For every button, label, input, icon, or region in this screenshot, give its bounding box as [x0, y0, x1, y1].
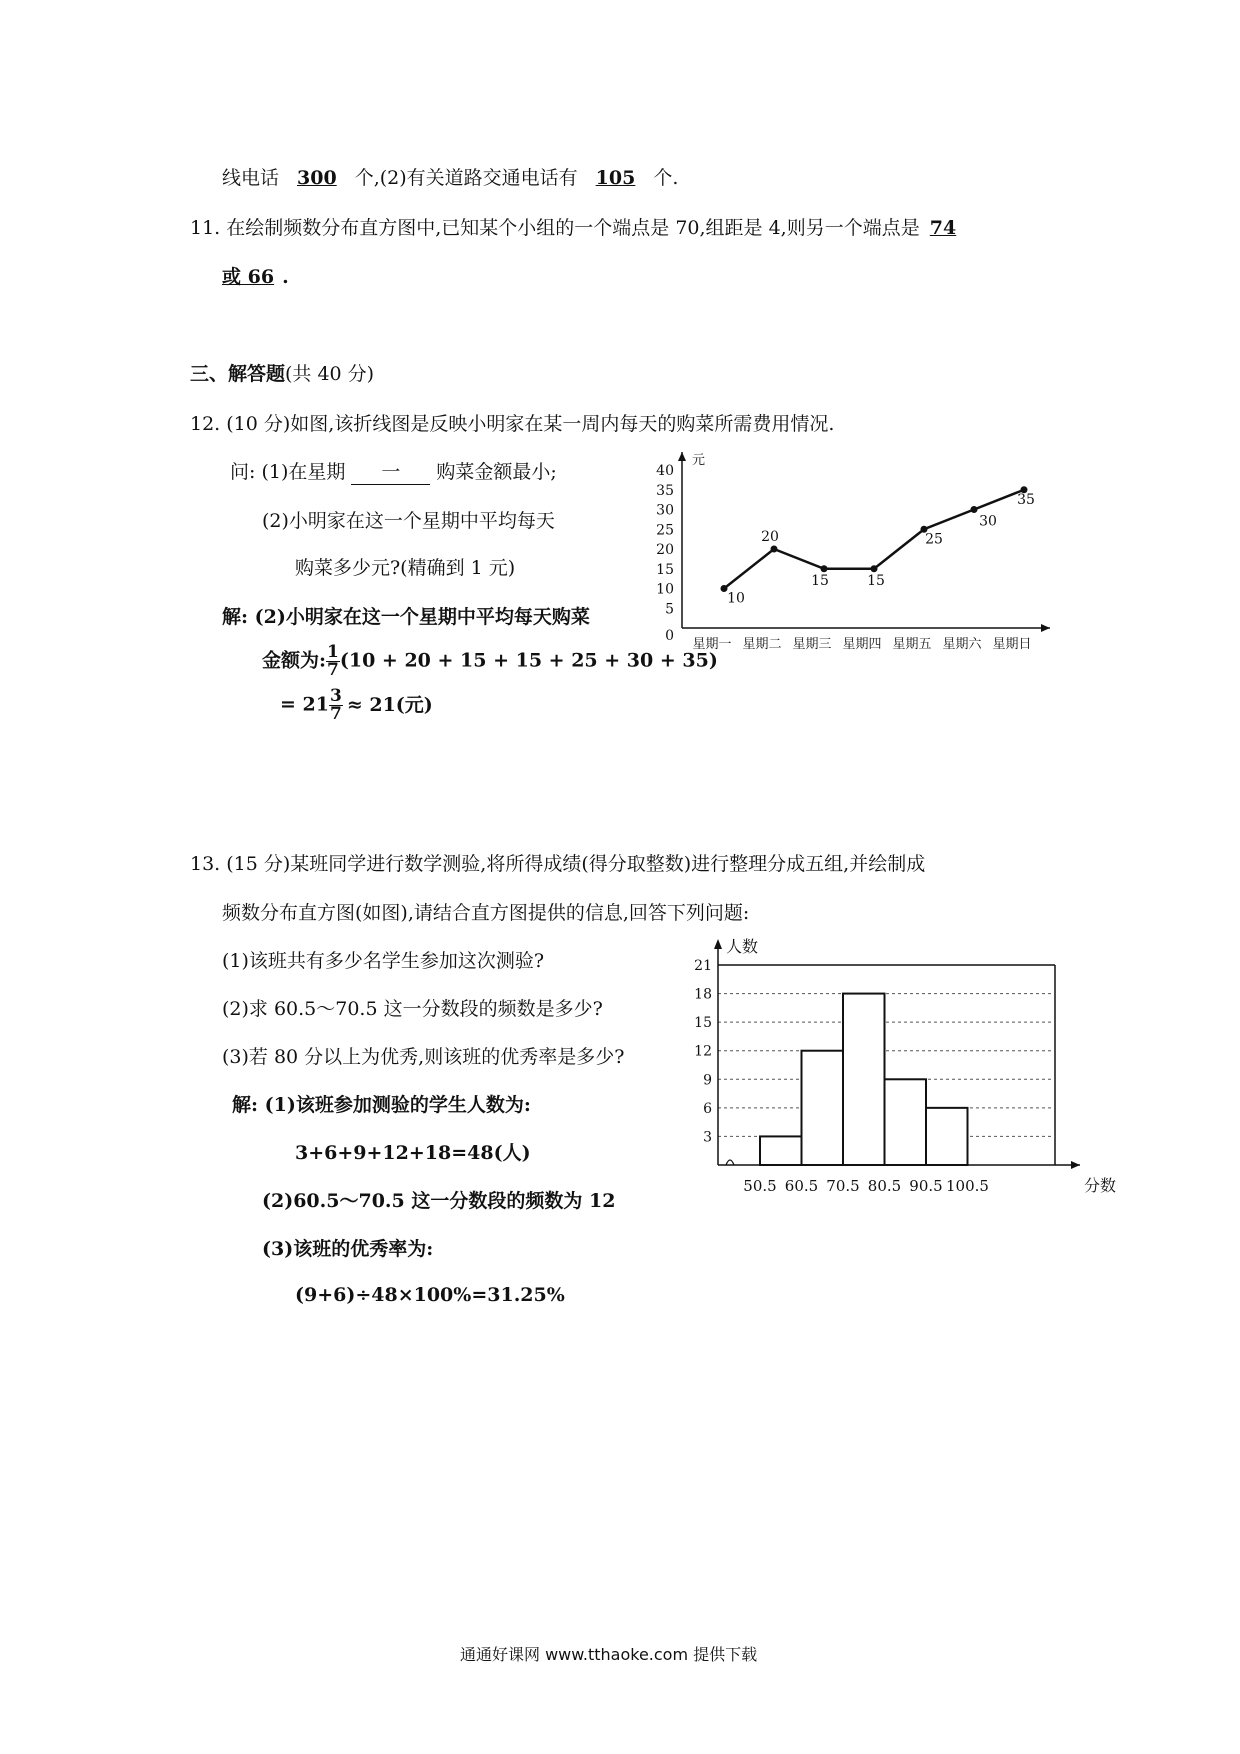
answer-300: 300 [297, 167, 337, 189]
data-point [871, 565, 878, 572]
y-tick-label: 9 [703, 1072, 712, 1089]
y-tick-label: 3 [703, 1129, 712, 1146]
q12-sol2-pre: 金额为: [262, 649, 327, 672]
y-axis-arrow [678, 452, 686, 461]
q12-sol3-post: ≈ 21(元) [346, 693, 433, 716]
q13-solution-5: (9+6)÷48×100%=31.25% [295, 1284, 565, 1306]
x-tick-label: 星期一 [692, 637, 732, 652]
data-label: 15 [867, 572, 885, 589]
q11-end: . [282, 266, 289, 288]
line-top-pre: 线电话 [222, 167, 280, 189]
q13-ask-3: (3)若 80 分以上为优秀,则该班的优秀率是多少? [222, 1046, 625, 1068]
histogram-bar [760, 1136, 802, 1165]
question-13-line-1: 13. (15 分)某班同学进行数学测验,将所得成绩(得分取整数)进行整理分成五组,并绘制成 [190, 853, 926, 875]
x-tick-label: 90.5 [909, 1177, 943, 1195]
histogram-bar [802, 1051, 844, 1165]
y-tick-label: 12 [694, 1043, 712, 1060]
x-axis-arrow [1071, 1161, 1080, 1169]
data-label: 15 [811, 572, 829, 589]
y-tick-label: 5 [665, 601, 674, 618]
q12-ask-1 [230, 457, 557, 485]
q13-solution-1: 解: (1)该班参加测验的学生人数为: [232, 1094, 531, 1116]
line-top [222, 163, 678, 190]
mixed-numerator: 3 [329, 686, 342, 706]
data-label: 30 [979, 513, 997, 530]
mixed-denominator: 7 [329, 704, 342, 724]
q12-ask-2a: (2)小明家在这一个星期中平均每天 [262, 510, 555, 532]
q12-ask1-pre: 问: (1)在星期 [230, 461, 346, 483]
q12-solution-1: 解: (2)小明家在这一个星期中平均每天购菜 [222, 606, 590, 628]
y-tick-label: 15 [656, 561, 674, 578]
q11-text: 11. 在绘制频数分布直方图中,已知某个小组的一个端点是 70,组距是 4,则另一个端点是 [190, 217, 920, 239]
q12-sol3-pre: = 21 [280, 693, 329, 716]
line-top-mid: 个,(2)有关道路交通电话有 [354, 167, 578, 189]
y-tick-label: 40 [656, 463, 674, 479]
q13-solution-4: (3)该班的优秀率为: [262, 1238, 434, 1260]
q12-ask1-post: 购菜金额最小; [436, 461, 557, 483]
section-3-sub: (共 40 分) [285, 363, 375, 385]
question-13-line-2: 频数分布直方图(如图),请结合直方图提供的信息,回答下列问题: [222, 902, 750, 924]
line-chart [640, 440, 1060, 670]
fraction-numerator: 1 [327, 642, 339, 662]
line-top-post: 个. [653, 167, 679, 189]
data-point [971, 506, 978, 513]
histogram-bar [843, 994, 885, 1165]
histogram-bar [926, 1108, 968, 1165]
y-tick-label: 10 [656, 581, 674, 598]
question-12: 12. (10 分)如图,该折线图是反映小明家在某一周内每天的购菜所需费用情况. [190, 413, 835, 435]
section-3-title: 三、解答题 [190, 363, 286, 385]
y-tick-label: 20 [656, 542, 674, 558]
y-tick-label: 21 [694, 958, 712, 974]
y-axis-arrow [714, 939, 722, 949]
y-axis-label: 元 [692, 453, 706, 468]
x-tick-label: 星期日 [992, 637, 1032, 652]
data-point [821, 565, 828, 572]
q12-sol2-post: (10 + 20 + 15 + 15 + 25 + 30 + 35) [339, 649, 718, 672]
answer-105: 105 [595, 167, 636, 189]
x-axis-arrow [1041, 624, 1050, 632]
y-tick-label: 15 [694, 1015, 712, 1032]
q11-answer-a: 74 [929, 217, 957, 239]
x-tick-label: 星期六 [942, 637, 982, 652]
footer: 通通好课网 www.tthaoke.com 提供下载 [460, 1645, 758, 1664]
histogram-bar [885, 1079, 927, 1165]
x-tick-label: 100.5 [946, 1177, 989, 1195]
y-tick-label: 35 [656, 482, 674, 499]
q13-ask-1: (1)该班共有多少名学生参加这次测验? [222, 950, 545, 972]
fraction-denominator: 7 [327, 660, 339, 680]
question-11 [190, 213, 956, 240]
q13-ask-2: (2)求 60.5～70.5 这一分数段的频数是多少? [222, 998, 603, 1020]
data-label: 10 [727, 590, 745, 607]
x-tick-label: 星期五 [892, 637, 932, 652]
histogram-chart [680, 935, 1120, 1195]
y-tick-label: 18 [694, 986, 712, 1003]
q13-solution-2: 3+6+9+12+18=48(人) [295, 1142, 531, 1164]
x-tick-label: 70.5 [826, 1177, 860, 1195]
x-tick-label: 星期二 [742, 637, 782, 652]
mixed-fraction [329, 688, 343, 723]
q11-answer-b-line [222, 262, 289, 289]
x-tick-label: 星期三 [792, 637, 832, 652]
y-tick-label: 25 [656, 522, 674, 539]
data-label: 35 [1017, 491, 1035, 508]
data-label: 20 [761, 529, 779, 545]
y-tick-label: 6 [703, 1100, 712, 1117]
section-3-header [190, 359, 374, 386]
y-tick-label: 30 [656, 502, 674, 519]
q12-solution-3 [280, 688, 433, 723]
q12-ask1-answer: 一 [351, 457, 430, 485]
x-tick-label: 60.5 [784, 1177, 819, 1195]
q11-answer-b: 或 66 [222, 266, 275, 288]
x-tick-label: 50.5 [743, 1177, 777, 1195]
q13-solution-3: (2)60.5～70.5 这一分数段的频数为 12 [262, 1190, 616, 1212]
data-point [771, 546, 778, 553]
y-tick-label: 0 [665, 628, 674, 644]
q12-ask-2b: 购菜多少元?(精确到 1 元) [295, 557, 516, 579]
x-tick-label: 星期四 [842, 637, 882, 652]
y-axis-label: 人数 [726, 937, 759, 956]
x-axis-label: 分数 [1084, 1176, 1117, 1195]
x-tick-label: 80.5 [867, 1177, 902, 1195]
fraction-one-seventh [326, 644, 340, 679]
data-label: 25 [925, 531, 943, 548]
